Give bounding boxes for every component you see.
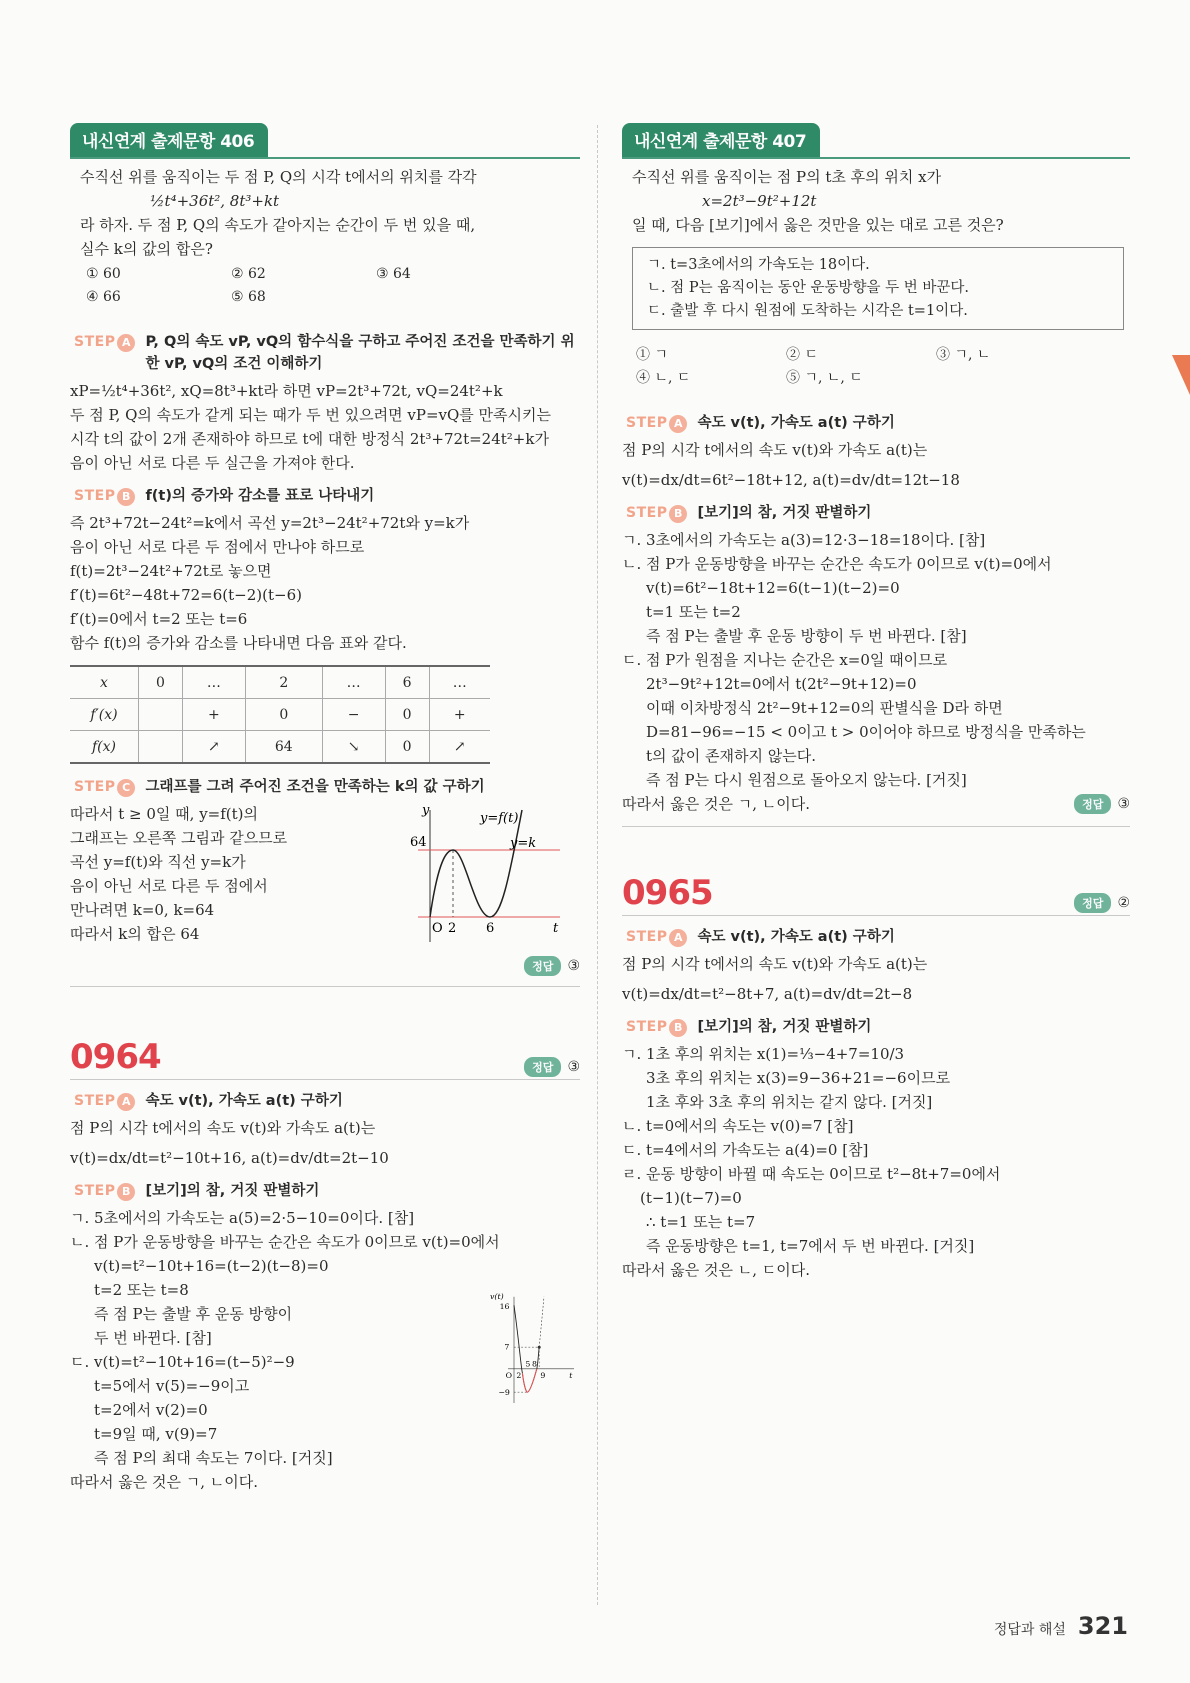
solution-line: ㄴ. 점 P가 운동방향을 바꾸는 순간은 속도가 0이므로 v(t)=0에서 <box>622 555 1052 573</box>
answer: 정답 ③ <box>1074 792 1130 816</box>
answer-line <box>70 956 580 987</box>
conclusion-row <box>622 792 1130 827</box>
step-tag: STEP A <box>74 1090 135 1112</box>
step-a-heading <box>626 926 1130 948</box>
curve-f <box>430 810 522 917</box>
step-b-heading <box>626 502 1130 524</box>
solution-line: 즉 2t³+72t−24t²=k에서 곡선 y=2t³−24t²+72t와 y=k가 <box>70 514 470 532</box>
solution-line: 1초 후와 3초 후의 위치는 같지 않다. [거짓] <box>646 1093 933 1111</box>
step-b-heading <box>74 1180 580 1202</box>
curve-v-extension <box>539 1297 544 1347</box>
y-label: v(t) <box>490 1292 504 1302</box>
solution-line: 즉 운동방향은 t=1, t=7에서 두 번 바뀐다. [거짓] <box>646 1237 975 1255</box>
step-c-heading <box>74 776 580 798</box>
step-title: [보기]의 참, 거짓 판별하기 <box>697 505 872 521</box>
solution-line: 이때 이차방정식 2t²−9t+12=0의 판별식을 D라 하면 <box>646 699 1003 717</box>
solution-line: 음이 아닌 서로 다른 두 점에서 <box>70 877 268 895</box>
line-label: y=k <box>510 836 537 851</box>
choice-4: ④ 66 <box>86 289 121 305</box>
answer-choices <box>86 263 580 309</box>
bogi-item: ㄷ. 출발 후 다시 원점에 도착하는 시각은 t=1이다. <box>647 303 968 319</box>
step-tag: STEP B <box>626 502 687 524</box>
origin-label: O <box>505 1370 513 1380</box>
step-tag: STEP A <box>626 926 687 948</box>
solution-line: 음이 아닌 서로 다른 두 점에서 만나야 하므로 <box>70 538 365 556</box>
choice-5: ⑤ 68 <box>231 289 266 305</box>
answer: 정답 ③ <box>524 956 580 976</box>
solution-line: 두 점 P, Q의 속도가 같게 되는 때가 두 번 있으려면 vP=vQ를 만족시키는 <box>70 406 552 424</box>
step-b-heading <box>626 1016 1130 1038</box>
solution-line: (t−1)(t−7)=0 <box>640 1189 742 1207</box>
step-title: 속도 v(t), 가속도 a(t) 구하기 <box>697 929 895 945</box>
tick-5: 5 <box>525 1359 531 1369</box>
solution-line: 따라서 t ≥ 0일 때, y=f(t)의 <box>70 805 259 823</box>
step-b-content <box>70 1206 580 1494</box>
solution-line: ㄷ. v(t)=t²−10t+16=(t−5)²−9 <box>70 1353 295 1371</box>
choice-3: ③ ㄱ, ㄴ <box>936 347 991 363</box>
column-divider <box>597 125 598 1605</box>
step-title: 속도 v(t), 가속도 a(t) 구하기 <box>697 415 895 431</box>
point-9-7 <box>538 1346 541 1349</box>
solution-line: 음이 아닌 서로 다른 두 실근을 가져야 한다. <box>70 454 355 472</box>
step-tag: STEP A <box>626 412 687 434</box>
tick-8: 8 <box>532 1359 537 1369</box>
tick-64: 64 <box>410 835 427 850</box>
choice-1: ① 60 <box>86 266 121 282</box>
left-column <box>70 125 580 1494</box>
step-a-heading <box>74 331 580 375</box>
solution-line: 즉 점 P는 출발 후 운동 방향이 두 번 바뀐다. [참] <box>646 627 967 645</box>
solution-line: 즉 점 P는 다시 원점으로 돌아오지 않는다. [거짓] <box>646 771 967 789</box>
question-line: 수직선 위를 움직이는 두 점 P, Q의 시각 t에서의 위치를 각각 <box>80 168 477 186</box>
footer-text: 정답과 해설 <box>993 1622 1066 1638</box>
question-number: 0964 <box>70 1037 161 1077</box>
step-b-text <box>70 1206 500 1494</box>
curve-v-negative <box>522 1369 536 1392</box>
solution-line: t=2에서 v(2)=0 <box>94 1401 208 1419</box>
bogi-item: ㄱ. t=3초에서의 가속도는 18이다. <box>647 257 870 273</box>
choice-2: ② ㄷ <box>786 347 818 363</box>
tick-7: 7 <box>504 1342 510 1352</box>
y-label: y <box>422 803 430 818</box>
header-label: 내신연계 출제문항 407 <box>622 123 820 157</box>
solution-line: ㄱ. 1초 후의 위치는 x(1)=⅓−4+7=10/3 <box>622 1045 905 1063</box>
problem-407-header <box>622 125 1130 159</box>
step-tag: STEP B <box>74 485 135 507</box>
solution-line: 3초 후의 위치는 x(3)=9−36+21=−6이므로 <box>646 1069 951 1087</box>
solution-line: v(t)=dx/dt=t²−10t+16, a(t)=dv/dt=2t−10 <box>70 1149 389 1167</box>
problem-406-header <box>70 125 580 159</box>
t-label: t <box>569 1370 573 1380</box>
solution-line: v(t)=dx/dt=6t²−18t+12, a(t)=dv/dt=12t−18 <box>622 471 960 489</box>
solution-line: 따라서 옳은 것은 ㄱ, ㄴ이다. <box>622 795 810 813</box>
solution-line: 곡선 y=f(t)와 직선 y=k가 <box>70 853 246 871</box>
page-edge-tab <box>1172 355 1190 395</box>
solution-line: ㄴ. 점 P가 운동방향을 바꾸는 순간은 속도가 0이므로 v(t)=0에서 <box>70 1233 500 1251</box>
choice-2: ② 62 <box>231 266 266 282</box>
question-line: 라 하자. 두 점 P, Q의 속도가 같아지는 순간이 두 번 있을 때, <box>80 216 476 234</box>
solution-line: 2t³−9t²+12t=0에서 t(2t²−9t+12)=0 <box>646 675 917 693</box>
solution-line: f(t)=2t³−24t²+72t로 놓으면 <box>70 562 272 580</box>
graph-v-of-t <box>490 1254 580 1444</box>
step-tag: STEP B <box>74 1180 135 1202</box>
choice-5: ⑤ ㄱ, ㄴ, ㄷ <box>786 370 863 386</box>
curve-label: y=f(t) <box>480 811 519 826</box>
table-row: f′(x) + 0 − 0 + <box>70 699 490 731</box>
solution-line: 만나려면 k=0, k=64 <box>70 901 215 919</box>
solution-line: ㄹ. 운동 방향이 바뀔 때 속도는 0이므로 t²−8t+7=0에서 <box>622 1165 1001 1183</box>
step-title: [보기]의 참, 거짓 판별하기 <box>145 1183 320 1199</box>
solution-line: ㄷ. 점 P가 원점을 지나는 순간은 x=0일 때이므로 <box>622 651 948 669</box>
solution-line: D=81−96=−15 < 0이고 t > 0이어야 하므로 방정식을 만족하는 <box>646 723 1086 741</box>
question-line: 일 때, 다음 [보기]에서 옳은 것만을 있는 대로 고른 것은? <box>632 216 1004 234</box>
choice-4: ④ ㄴ, ㄷ <box>636 370 691 386</box>
step-title: P, Q의 속도 vP, vQ의 함수식을 구하고 주어진 조건을 만족하기 위한 vP, vQ의 조건 이해하기 <box>145 334 575 372</box>
tick-16: 16 <box>499 1301 510 1311</box>
step-title: 그래프를 그려 주어진 조건을 만족하는 k의 값 구하기 <box>145 779 485 795</box>
question-line: 수직선 위를 움직이는 점 P의 t초 후의 위치 x가 <box>632 168 942 186</box>
origin-label: O <box>432 921 443 936</box>
solution-line: 두 번 바뀐다. [참] <box>94 1329 212 1347</box>
solution-line: 따라서 k의 합은 64 <box>70 925 200 943</box>
solution-line: t=5에서 v(5)=−9이고 <box>94 1377 250 1395</box>
step-title: f(t)의 증가와 감소를 표로 나타내기 <box>145 488 375 504</box>
solution-line: 점 P의 시각 t에서의 속도 v(t)와 가속도 a(t)는 <box>622 955 928 973</box>
page-number: 321 <box>1077 1612 1128 1640</box>
choice-1: ① ㄱ <box>636 347 668 363</box>
solution-line: 그래프는 오른쪽 그림과 같으므로 <box>70 829 288 847</box>
solution-line: t=9일 때, v(9)=7 <box>94 1425 218 1443</box>
question-formula: x=2t³−9t²+12t <box>702 192 817 210</box>
answer: 정답 ② <box>1074 893 1130 913</box>
solution-line: 함수 f(t)의 증가와 감소를 나타내면 다음 표와 같다. <box>70 634 407 652</box>
solution-line: xP=½t⁴+36t², xQ=8t³+kt라 하면 vP=2t³+72t, vQ=24t²+k <box>70 382 503 400</box>
solution-line: f′(t)=0에서 t=2 또는 t=6 <box>70 610 248 628</box>
right-column <box>622 125 1130 1282</box>
t-label: t <box>553 921 559 936</box>
solution-line: v(t)=t²−10t+16=(t−2)(t−8)=0 <box>94 1257 329 1275</box>
solution-line: 따라서 옳은 것은 ㄱ, ㄴ이다. <box>70 1473 258 1491</box>
solution-line: f′(t)=6t²−48t+72=6(t−2)(t−6) <box>70 586 302 604</box>
step-title: 속도 v(t), 가속도 a(t) 구하기 <box>145 1093 343 1109</box>
step-b-heading <box>74 485 580 507</box>
step-c-text <box>70 802 370 952</box>
solution-line: ㄱ. 5초에서의 가속도는 a(5)=2·5−10=0이다. [참] <box>70 1209 415 1227</box>
bogi-item: ㄴ. 점 P는 움직이는 동안 운동방향을 두 번 바꾼다. <box>647 280 969 296</box>
choice-3: ③ 64 <box>376 266 411 282</box>
tick-9: 9 <box>540 1370 546 1380</box>
solution-line: t=1 또는 t=2 <box>646 603 741 621</box>
solution-line: t의 값이 존재하지 않는다. <box>646 747 817 765</box>
solution-line: ㄱ. 3초에서의 가속도는 a(3)=12·3−18=18이다. [참] <box>622 531 986 549</box>
table-row: f(x) ↗ 64 ↘ 0 ↗ <box>70 731 490 764</box>
step-c-content <box>70 802 580 952</box>
step-a-heading <box>74 1090 580 1112</box>
solution-line: t=2 또는 t=8 <box>94 1281 189 1299</box>
solution-line: 즉 점 P의 최대 속도는 7이다. [거짓] <box>94 1449 333 1467</box>
question-0965-header <box>622 873 1130 916</box>
question-line: 실수 k의 값의 합은? <box>80 240 213 258</box>
header-label: 내신연계 출제문항 406 <box>70 123 268 157</box>
tick-2: 2 <box>448 921 457 936</box>
step-a-heading <box>626 412 1130 434</box>
solution-line: 시각 t의 값이 2개 존재하야 하므로 t에 대한 방정식 2t³+72t=24t²+k가 <box>70 430 549 448</box>
tick-neg-9: −9 <box>498 1388 510 1398</box>
solution-line: ∴ t=1 또는 t=7 <box>646 1213 756 1231</box>
increase-decrease-table <box>70 665 490 764</box>
answer: 정답 ③ <box>524 1057 580 1077</box>
tick-2: 2 <box>516 1370 522 1380</box>
bogi-box <box>632 247 1124 330</box>
solution-line: 따라서 옳은 것은 ㄴ, ㄷ이다. <box>622 1261 810 1279</box>
step-tag: STEP B <box>626 1016 687 1038</box>
solution-line: 즉 점 P는 출발 후 운동 방향이 <box>94 1305 293 1323</box>
page-footer <box>994 1612 1128 1640</box>
solution-line: 점 P의 시각 t에서의 속도 v(t)와 가속도 a(t)는 <box>70 1119 376 1137</box>
step-tag: STEP A <box>74 331 135 353</box>
graph-f-of-t <box>410 802 580 952</box>
tick-6: 6 <box>486 921 495 936</box>
step-tag: STEP C <box>74 776 135 798</box>
solution-line: 점 P의 시각 t에서의 속도 v(t)와 가속도 a(t)는 <box>622 441 928 459</box>
question-0964-header <box>70 1037 580 1080</box>
solution-line: v(t)=dx/dt=t²−8t+7, a(t)=dv/dt=2t−8 <box>622 985 913 1003</box>
solution-line: v(t)=6t²−18t+12=6(t−1)(t−2)=0 <box>646 579 900 597</box>
table-row: x 0 … 2 … 6 … <box>70 666 490 699</box>
solution-line: ㄷ. t=4에서의 가속도는 a(4)=0 [참] <box>622 1141 869 1159</box>
step-title: [보기]의 참, 거짓 판별하기 <box>697 1019 872 1035</box>
solution-line: ㄴ. t=0에서의 속도는 v(0)=7 [참] <box>622 1117 854 1135</box>
question-formula: ½t⁴+36t², 8t³+kt <box>150 192 280 210</box>
question-number: 0965 <box>622 873 713 913</box>
answer-choices <box>636 344 1130 390</box>
